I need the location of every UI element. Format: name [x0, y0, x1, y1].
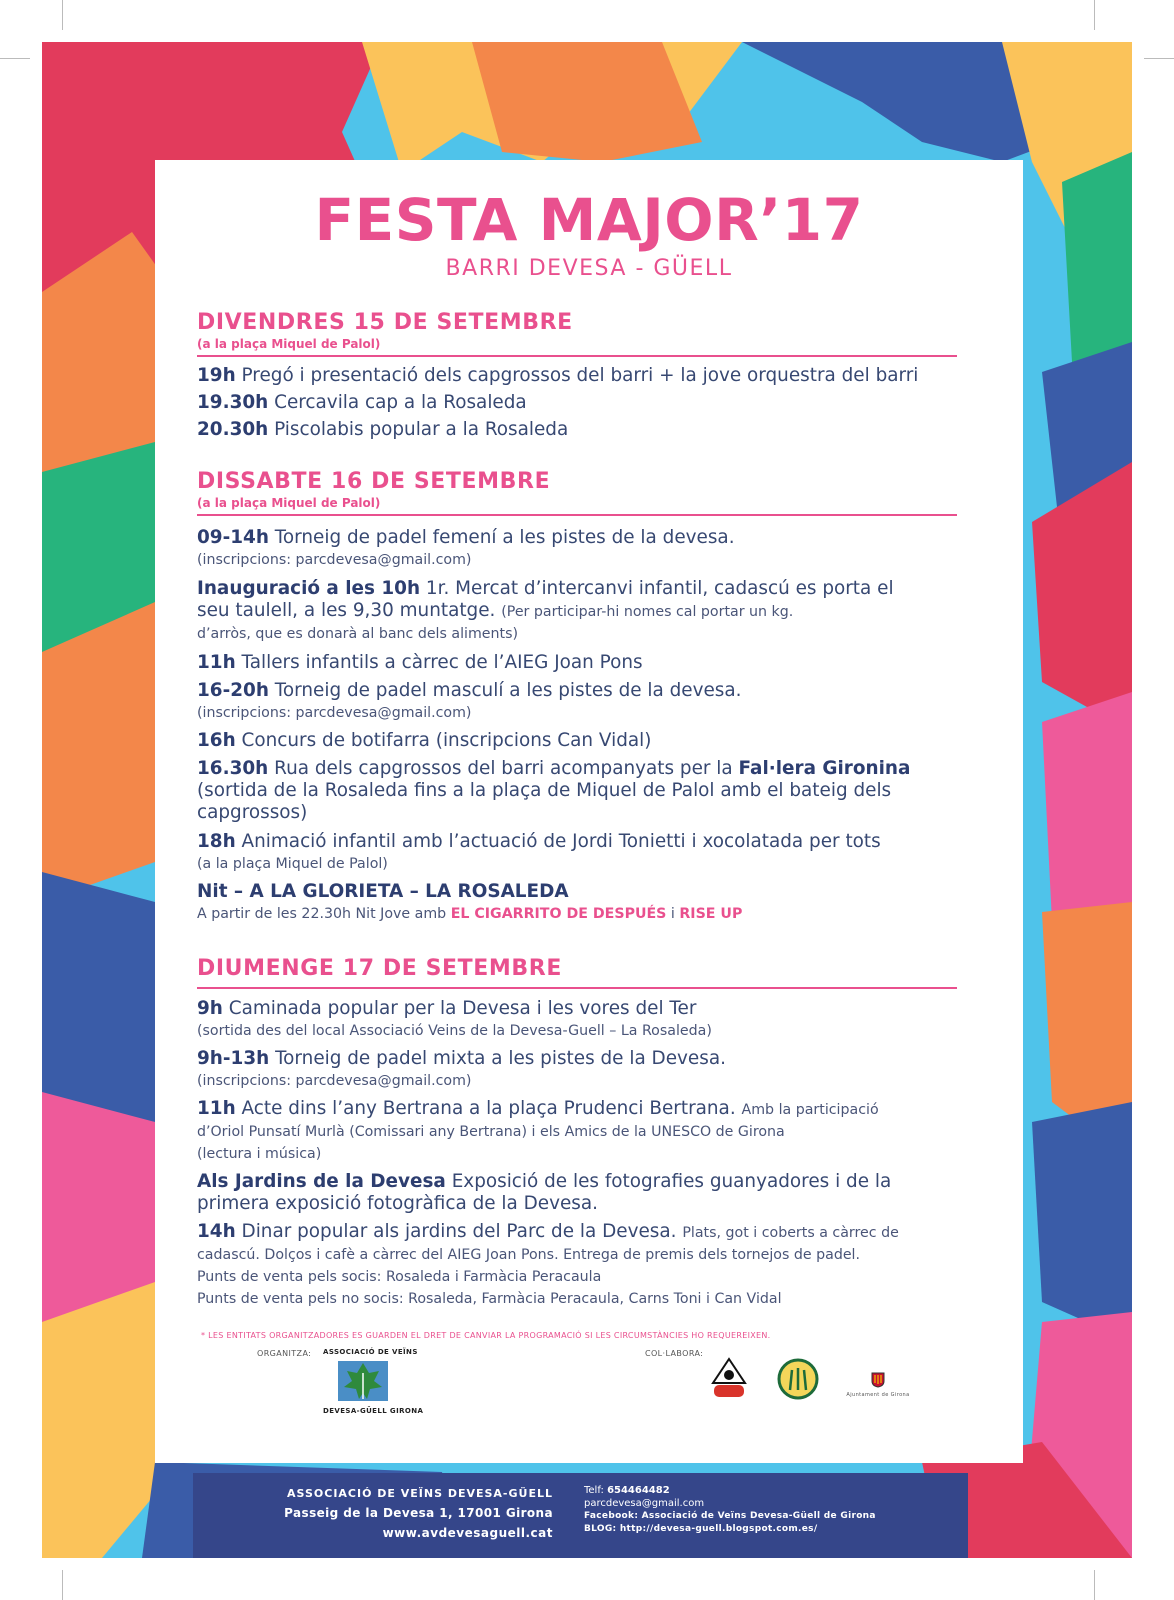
divider [197, 514, 957, 516]
day-location: (a la plaça Miquel de Palol) [197, 337, 381, 351]
event-note: (sortida des del local Associació Veins de la Devesa-Guell – La Rosaleda) [197, 1023, 712, 1039]
saturday-events [197, 527, 977, 925]
event-line [197, 1193, 977, 1215]
event-line [197, 578, 977, 600]
event-note: d’Oriol Punsatí Murlà (Comissari any Bertrana) i els Amics de la UNESCO de Girona [197, 1124, 785, 1140]
leaf-logo-icon [334, 1359, 392, 1403]
event-note: (inscripcions: parcdevesa@gmail.com) [197, 1073, 472, 1089]
event-line [197, 419, 977, 441]
event-line [197, 600, 977, 623]
footer-phone [584, 1485, 670, 1496]
day-title: DIVENDRES 15 DE SETEMBRE [197, 310, 573, 335]
divider [197, 987, 957, 989]
friday-events [197, 365, 977, 441]
event-text: Torneig de padel femení a les pistes de la devesa. [268, 527, 735, 548]
event-note: (lectura i música) [197, 1146, 322, 1162]
event-time: 19h [197, 365, 236, 386]
event-text: Caminada popular per la Devesa i les vores del Ter [222, 998, 697, 1019]
event-line [197, 780, 977, 802]
event-line [197, 758, 977, 780]
event-time: 16-20h [197, 680, 269, 701]
event-time: 14h [197, 1221, 236, 1242]
page-subtitle: BARRI DEVESA - GÜELL [445, 256, 733, 281]
event-text: Acte dins l’any Bertrana a la plaça Prudenci Bertrana. [235, 1098, 742, 1119]
event-line [197, 1098, 977, 1121]
event-text: Exposició de les fotografies guanyadores i de la [445, 1171, 892, 1192]
divider [197, 355, 957, 357]
event-line [197, 1221, 977, 1244]
event-time: Nit – A LA GLORIETA – LA ROSALEDA [197, 881, 569, 902]
event-time: 16h [197, 730, 236, 751]
event-line [197, 365, 977, 387]
crop-mark [62, 0, 63, 30]
event-text: Dinar popular als jardins del Parc de la Devesa. [235, 1221, 683, 1242]
association-logo [323, 1348, 424, 1415]
day-header-saturday [197, 469, 957, 516]
footer-facebook[interactable]: Facebook: Associació de Veïns Devesa-Güell de Girona [584, 1511, 876, 1521]
program-card [155, 160, 1023, 1463]
footer-address: Passeig de la Devesa 1, 17001 Girona [284, 1506, 553, 1520]
day-location: (a la plaça Miquel de Palol) [197, 496, 381, 510]
event-line [197, 680, 977, 702]
event-text: (sortida de la Rosaleda fins a la plaça de Miquel de Palol amb el bateig dels [197, 780, 892, 801]
event-text: Tallers infantils a càrrec de l’AIEG Joan Pons [235, 652, 643, 673]
event-note [197, 903, 977, 925]
event-text: seu taulell, a les 9,30 muntatge. [197, 600, 502, 621]
event-text: primera exposició fotogràfica de la Devesa. [197, 1193, 598, 1214]
event-text: Cercavila cap a la Rosaleda [268, 392, 527, 413]
event-line [197, 881, 977, 903]
event-line [197, 527, 977, 549]
footer-blog[interactable]: BLOG: http://devesa-guell.blogspot.com.es/ [584, 1524, 818, 1534]
event-text: Torneig de padel mixta a les pistes de la Devesa. [269, 1048, 726, 1069]
wheat-logo-icon [777, 1358, 819, 1400]
event-text: Piscolabis popular a la Rosaleda [268, 419, 569, 440]
event-time: 16.30h [197, 758, 269, 779]
day-header-sunday [197, 956, 957, 989]
ajuntament-logo [843, 1372, 913, 1398]
event-time: 11h [197, 1098, 236, 1119]
event-line [197, 730, 977, 752]
event-text: Concurs de botifarra (inscripcions Can Vidal) [235, 730, 652, 751]
band-name: EL CIGARRITO DE DESPUÉS [450, 906, 667, 922]
event-time: 11h [197, 652, 236, 673]
event-highlight: Fal·lera Gironina [738, 758, 911, 779]
event-time: 19.30h [197, 392, 269, 413]
day-header-friday [197, 310, 957, 357]
event-text: Pregó i presentació dels capgrossos del barri + la jove orquestra del barri [235, 365, 919, 386]
crop-mark [62, 1570, 63, 1600]
event-time: 9h [197, 998, 223, 1019]
event-note: Punts de venta pels no socis: Rosaleda, Farmàcia Peracaula, Carns Toni i Can Vidal [197, 1291, 782, 1307]
crop-mark [1144, 58, 1174, 59]
event-time: 20.30h [197, 419, 269, 440]
event-text: capgrossos) [197, 802, 308, 823]
event-line [197, 998, 977, 1020]
phone-label: Telf: [584, 1485, 608, 1496]
event-text: A partir de les 22.30h Nit Jove amb [197, 906, 451, 922]
event-text: Rua dels capgrossos del barri acompanyats per la [268, 758, 739, 779]
event-time: 09-14h [197, 527, 269, 548]
coat-of-arms-icon [871, 1372, 885, 1388]
event-note: cadascú. Dolços i cafè a càrrec del AIEG Joan Pons. Entrega de premis dels tornejos de padel. [197, 1247, 861, 1263]
event-note: (Per participar-hi nomes cal portar un kg. [501, 604, 794, 620]
day-title: DISSABTE 16 DE SETEMBRE [197, 469, 551, 494]
crop-mark [1094, 0, 1095, 30]
event-line [197, 802, 977, 824]
sunday-events [197, 998, 977, 1310]
footer-org-name: ASSOCIACIÓ DE VEÏNS DEVESA-GÜELL [287, 1487, 553, 1500]
event-text: 1r. Mercat d’intercanvi infantil, cadascú es porta el [420, 578, 894, 599]
footer-banner [193, 1473, 968, 1558]
joan-pons-logo-icon [711, 1357, 747, 1401]
page-title: FESTA MAJOR’17 [314, 186, 864, 254]
day-title: DIUMENGE 17 DE SETEMBRE [197, 956, 562, 981]
event-line [197, 1048, 977, 1070]
logo-text: Ajuntament de Girona [846, 1392, 910, 1398]
footer-website[interactable]: www.avdevesaguell.cat [382, 1526, 553, 1540]
event-line [197, 392, 977, 414]
footer-email[interactable]: parcdevesa@gmail.com [584, 1498, 705, 1509]
event-line [197, 831, 977, 853]
organiza-label: ORGANITZA: [257, 1349, 312, 1358]
event-note: Plats, got i coberts a càrrec de [682, 1225, 899, 1241]
event-time: Inauguració a les 10h [197, 578, 421, 599]
event-time: 18h [197, 831, 236, 852]
event-time: 9h-13h [197, 1048, 270, 1069]
event-note: (a la plaça Miquel de Palol) [197, 856, 388, 872]
event-line [197, 1171, 977, 1193]
event-note: (inscripcions: parcdevesa@gmail.com) [197, 705, 472, 721]
crop-mark [1094, 1570, 1095, 1600]
event-note: d’arròs, que es donarà al banc dels aliments) [197, 626, 519, 642]
event-note: Amb la participació [741, 1102, 879, 1118]
logo-text: DEVESA-GÜELL GIRONA [323, 1407, 424, 1415]
event-text: Animació infantil amb l’actuació de Jordi Tonietti i xocolatada per tots [235, 831, 881, 852]
event-text: Torneig de padel masculí a les pistes de la devesa. [268, 680, 742, 701]
event-line [197, 652, 977, 674]
event-text: i [666, 906, 680, 922]
band-name: RISE UP [679, 906, 743, 922]
disclaimer: * LES ENTITATS ORGANITZADORES ES GUARDEN EL DRET DE CANVIAR LA PROGRAMACIÓ SI LES CIRCUMSTÀNCIES HO REQUEREIXEN. [201, 1331, 771, 1340]
event-note: Punts de venta pels socis: Rosaleda i Farmàcia Peracaula [197, 1269, 602, 1285]
crop-mark [0, 58, 30, 59]
event-note: (inscripcions: parcdevesa@gmail.com) [197, 552, 472, 568]
event-time: Als Jardins de la Devesa [197, 1171, 446, 1192]
colabora-label: COL·LABORA: [645, 1349, 704, 1358]
logo-text: ASSOCIACIÓ DE VEÏNS [323, 1348, 418, 1356]
phone-number: 654464482 [607, 1485, 670, 1496]
